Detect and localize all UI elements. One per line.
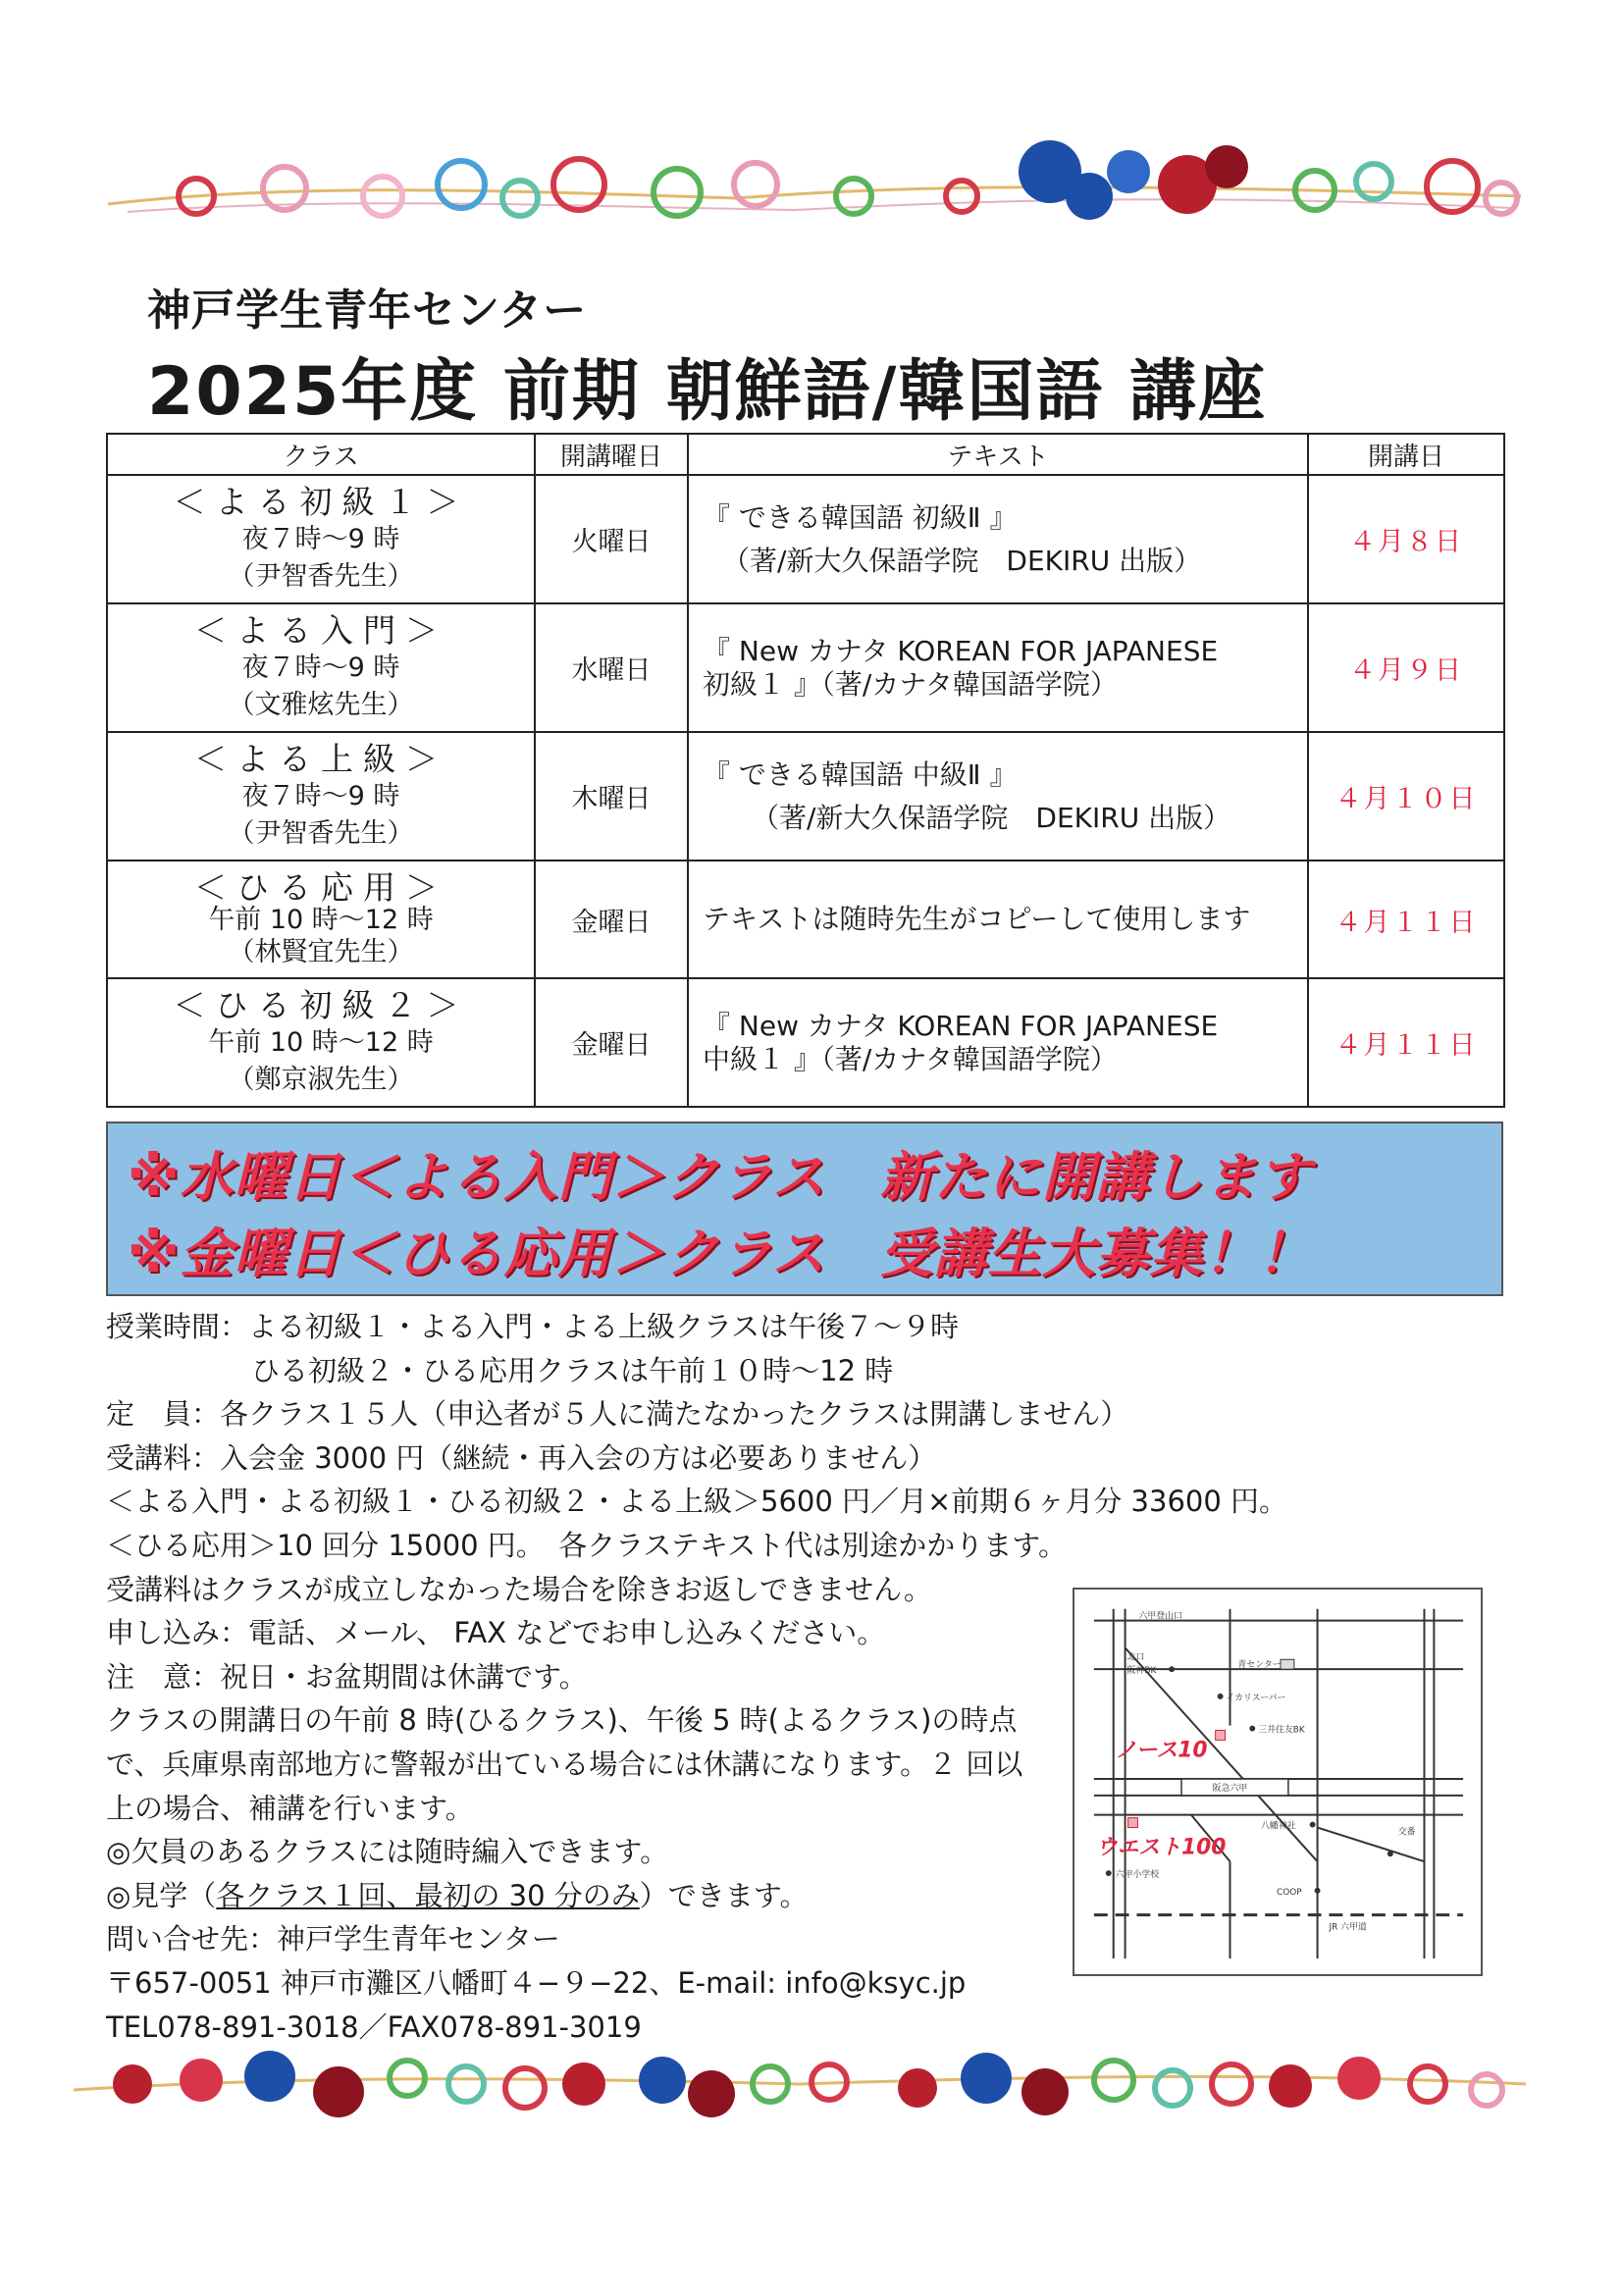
day-cell: 金曜日 bbox=[535, 861, 688, 978]
table-row bbox=[107, 732, 1504, 861]
visit-detail: 各クラス１回、最初の 30 分のみ bbox=[216, 1878, 640, 1912]
table-row bbox=[107, 861, 1504, 978]
announcement-banner bbox=[106, 1122, 1503, 1296]
text-cell bbox=[688, 978, 1308, 1107]
header-start: 開講日 bbox=[1308, 434, 1504, 475]
info-line: ＜ひる応用＞10 回分 15000 円。 各クラステキスト代は別途かかります。 bbox=[106, 1528, 1067, 1562]
map-label: 北口 bbox=[1126, 1652, 1145, 1663]
info-line-visit bbox=[106, 1874, 1087, 1918]
class-teacher: （鄭京淑先生） bbox=[228, 1064, 414, 1095]
info-line: 上の場合、補講を行います。 bbox=[106, 1791, 474, 1825]
info-line: 受講料：入会金 3000 円（継続・再入会の方は必要ありません） bbox=[106, 1440, 937, 1475]
class-cell bbox=[107, 732, 535, 861]
start-date-cell: ４月１１日 bbox=[1308, 861, 1504, 978]
page-title: 2025年度 前期 朝鮮語/韓国語 講座 bbox=[147, 353, 1268, 431]
table-row bbox=[107, 603, 1504, 732]
banner-line-1: ※水曜日＜よる入門＞クラス 新たに開講します bbox=[128, 1146, 1312, 1208]
day-cell: 火曜日 bbox=[535, 475, 688, 603]
class-name: ＜ひる応用＞ bbox=[194, 867, 447, 907]
class-cell bbox=[107, 978, 535, 1107]
map-label: 八幡神社 bbox=[1261, 1821, 1296, 1832]
class-name: ＜ひる初級２＞ bbox=[173, 985, 469, 1024]
map-west100: ウエスト100 bbox=[1095, 1835, 1227, 1860]
info-line: で、兵庫県南部地方に警報が出ている場合には休講になります。２ 回以 bbox=[106, 1747, 1023, 1781]
map-label: JR 六甲道 bbox=[1329, 1922, 1367, 1933]
start-date-cell: ４月９日 bbox=[1308, 603, 1504, 732]
header-day: 開講曜日 bbox=[535, 434, 688, 475]
day-cell: 木曜日 bbox=[535, 732, 688, 861]
map-label: イカリスーパー bbox=[1226, 1693, 1286, 1703]
class-teacher: （尹智香先生） bbox=[228, 560, 414, 592]
info-line: 注 意：祝日・お盆期間は休講です。 bbox=[106, 1659, 588, 1694]
map-label: 阪神BK bbox=[1126, 1666, 1157, 1677]
info-line: 定 員：各クラス１５人（申込者が５人に満たなかったクラスは開講しません） bbox=[106, 1397, 1129, 1432]
banner-line-2: ※金曜日＜ひる応用＞クラス 受講生大募集！！ bbox=[128, 1223, 1312, 1284]
class-time: 夜７時～9 時 bbox=[241, 523, 400, 554]
decorative-cloud-border-bottom bbox=[74, 2033, 1526, 2141]
class-time: 夜７時～9 時 bbox=[241, 780, 400, 811]
text-cell bbox=[688, 603, 1308, 732]
info-phone-fax: TEL078-891-3018／FAX078-891-3019 bbox=[106, 2009, 642, 2044]
map-label: 阪急六甲 bbox=[1212, 1783, 1248, 1794]
class-time: 午前 10 時～12 時 bbox=[208, 1026, 434, 1058]
text-cell bbox=[688, 861, 1308, 978]
text-line-2: （著/新大久保語学院 DEKIRU 出版） bbox=[722, 544, 1202, 577]
header-text: テキスト bbox=[688, 434, 1308, 475]
map-label: 六甲登山口 bbox=[1138, 1611, 1182, 1622]
table-row bbox=[107, 978, 1504, 1107]
start-date-cell: ４月１０日 bbox=[1308, 732, 1504, 861]
class-name: ＜よる上級＞ bbox=[194, 739, 447, 778]
map-label: 六甲小学校 bbox=[1115, 1870, 1160, 1881]
class-teacher: （尹智香先生） bbox=[228, 817, 414, 849]
map-north10: ノース10 bbox=[1115, 1738, 1208, 1763]
table-row bbox=[107, 475, 1504, 603]
class-name: ＜よる入門＞ bbox=[194, 610, 447, 650]
text-line-1: 『 New カナタ KOREAN FOR JAPANESE bbox=[703, 634, 1219, 667]
info-address: 〒657-0051 神戸市灘区八幡町４−９−22、E-mail: info@ksyc.jp bbox=[106, 1965, 967, 2000]
table-header-row bbox=[107, 434, 1504, 475]
access-map bbox=[1073, 1588, 1483, 1976]
organization-name: 神戸学生青年センター bbox=[147, 286, 588, 336]
visit-prefix: ◎見学（ bbox=[106, 1878, 217, 1912]
info-line: 問い合せ先：神戸学生青年センター bbox=[106, 1922, 560, 1957]
text-line-2: 中級１ 』（著/カナタ韓国語学院） bbox=[703, 1042, 1118, 1075]
start-date-cell: ４月８日 bbox=[1308, 475, 1504, 603]
info-line: ＜よる入門・よる初級１・ひる初級２・よる上級＞5600 円／月×前期６ヶ月分 33600 円。 bbox=[106, 1485, 1288, 1519]
text-cell bbox=[688, 732, 1308, 861]
text-line-2: （著/新大久保語学院 DEKIRU 出版） bbox=[752, 801, 1231, 834]
map-label: 青センター bbox=[1237, 1660, 1282, 1671]
class-cell bbox=[107, 861, 535, 978]
class-time: 午前 10 時～12 時 bbox=[208, 904, 434, 935]
text-line-1: 『 できる韓国語 初級Ⅱ 』 bbox=[703, 500, 1018, 534]
class-cell bbox=[107, 475, 535, 603]
info-line: 受講料はクラスが成立しなかった場合を除きお返しできません。 bbox=[106, 1572, 932, 1606]
day-cell: 金曜日 bbox=[535, 978, 688, 1107]
class-name: ＜よる初級１＞ bbox=[173, 482, 469, 521]
text-cell bbox=[688, 475, 1308, 603]
map-label: 交番 bbox=[1397, 1827, 1416, 1838]
visit-suffix: ）できます。 bbox=[639, 1878, 809, 1912]
day-cell: 水曜日 bbox=[535, 603, 688, 732]
text-line-1: テキストは随時先生がコピーして使用します bbox=[703, 903, 1251, 935]
class-time: 夜７時～9 時 bbox=[241, 652, 400, 683]
info-line: 授業時間：よる初級１・よる入門・よる上級クラスは午後７～９時 bbox=[106, 1310, 960, 1343]
decorative-cloud-border-top bbox=[108, 128, 1521, 245]
class-teacher: （林賢宜先生） bbox=[228, 936, 414, 967]
text-line-1: 『 New カナタ KOREAN FOR JAPANESE bbox=[703, 1009, 1219, 1042]
text-line-1: 『 できる韓国語 中級Ⅱ 』 bbox=[703, 757, 1018, 791]
info-line: クラスの開講日の午前 8 時(ひるクラス)、午後 5 時(よるクラス)の時点 bbox=[106, 1703, 1018, 1738]
class-teacher: （文雅炫先生） bbox=[228, 689, 414, 720]
map-label: COOP bbox=[1277, 1887, 1302, 1898]
info-line: 申し込み：電話、メール、 FAX などでお申し込みください。 bbox=[106, 1616, 886, 1650]
class-cell bbox=[107, 603, 535, 732]
map-label: 三井住友BK bbox=[1258, 1725, 1305, 1736]
header-class: クラス bbox=[107, 434, 535, 475]
text-line-2: 初級１ 』（著/カナタ韓国語学院） bbox=[703, 667, 1118, 701]
schedule-table bbox=[106, 433, 1505, 1108]
info-line: ◎欠員のあるクラスには随時編入できます。 bbox=[106, 1835, 669, 1869]
info-line: ひる初級２・ひる応用クラスは午前１０時～12 時 bbox=[251, 1353, 894, 1387]
start-date-cell: ４月１１日 bbox=[1308, 978, 1504, 1107]
